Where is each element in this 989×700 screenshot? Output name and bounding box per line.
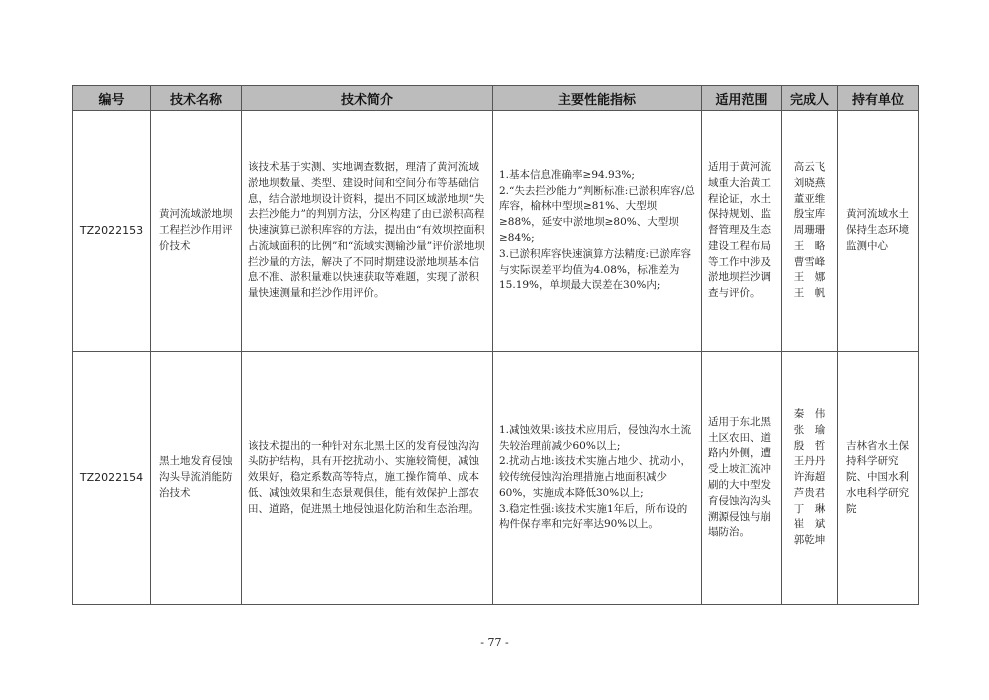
tech-intro: 该技术提出的一种针对东北黑土区的发育侵蚀沟沟头防护结构，具有开挖扰动小、实施较简便，减蚀效果好，稳定系数高等特点，施工操作简单、成本低、减蚀效果和生态景观俱佳，能有效保护上部农田、道路，促进黑土地侵蚀退化防治和生态治理。 (242, 352, 493, 605)
page-number: - 77 - (480, 636, 509, 649)
metric-item: 1.减蚀效果:该技术应用后，侵蚀沟水土流失较治理前减少60%以上; (499, 423, 692, 452)
table-header-row (73, 86, 919, 111)
person-name: 刘晓燕 (793, 176, 826, 189)
technology-table (72, 85, 919, 605)
header-metrics: 主要性能指标 (493, 86, 702, 111)
header-code: 编号 (73, 86, 151, 111)
metric-item: 3.稳定性强:该技术实施1年后，所布设的构件保存率和完好率达90%以上。 (499, 502, 688, 531)
person-name: 王 娜 (793, 271, 826, 284)
tech-unit: 黄河流域水土保持生态环境监测中心 (838, 111, 919, 352)
tech-persons (782, 111, 838, 352)
person-name: 郭乾坤 (793, 534, 826, 547)
header-intro: 技术简介 (242, 86, 493, 111)
tech-name: 黑土地发育侵蚀沟头导流消能防治技术 (151, 352, 242, 605)
table-row (73, 111, 919, 352)
tech-persons (782, 352, 838, 605)
person-name: 高云飞 (793, 160, 826, 173)
tech-unit: 吉林省水土保持科学研究院、中国水利水电科学研究院 (838, 352, 919, 605)
person-name: 张 瑜 (793, 423, 826, 436)
tech-name: 黄河流域淤地坝工程拦沙作用评价技术 (151, 111, 242, 352)
header-name: 技术名称 (151, 86, 242, 111)
person-name: 王 略 (793, 239, 826, 252)
tech-code: TZ2022154 (73, 352, 151, 605)
tech-code: TZ2022153 (73, 111, 151, 352)
person-name: 秦 伟 (793, 407, 826, 420)
person-name: 周珊珊 (793, 224, 826, 237)
person-name: 崔 斌 (793, 518, 826, 531)
header-scope: 适用范围 (702, 86, 782, 111)
tech-scope: 适用于黄河流域重大治黄工程论证，水土保持规划、监督管理及生态建设工程布局等工作中涉及淤地坝拦沙调查与评价。 (702, 111, 782, 352)
header-persons: 完成人 (782, 86, 838, 111)
tech-metrics (493, 352, 702, 605)
person-name: 王丹丹 (793, 455, 826, 468)
person-name: 殷 哲 (793, 439, 826, 452)
metric-item: 1.基本信息准确率≥94.93%; (499, 168, 635, 181)
header-unit: 持有单位 (838, 86, 919, 111)
person-name: 丁 琳 (793, 502, 826, 515)
person-name: 殷宝库 (793, 208, 826, 221)
tech-scope: 适用于东北黑土区农田、道路内外侧，遭受上坡汇流冲刷的大中型发育侵蚀沟沟头溯源侵蚀与崩塌防治。 (702, 352, 782, 605)
person-name: 董亚维 (793, 192, 826, 205)
person-name: 许海超 (793, 471, 826, 484)
tech-metrics (493, 111, 702, 352)
metric-item: 2.扰动占地:该技术实施占地少、扰动小，较传统侵蚀沟治理措施占地面积减少60%，实施成本降低30%以上; (499, 455, 692, 499)
person-name: 芦贵君 (793, 486, 826, 499)
person-name: 曹雪峰 (793, 255, 826, 268)
metric-item: 2.“失去拦沙能力”判断标准:已淤积库容/总库容，榆林中型坝≥81%、大型坝≥88%，延安中淤地坝≥80%、大型坝≥84%; (499, 184, 695, 244)
tech-intro: 该技术基于实测、实地调查数据，理清了黄河流域淤地坝数量、类型、建设时间和空间分布等基础信息，结合淤地坝设计资料，提出不同区域淤地坝“失去拦沙能力”的判别方法，分区构建了由已淤积高程快速演算已淤积库容的方法，提出由“有效坝控面积占流域面积的比例”和“流域实测输沙量”评价淤地坝拦沙量的方法，解决了不同时期建设淤地坝基本信息不准、淤积量难以快速获取等难题，实现了淤积量快速测量和拦沙作用评价。 (242, 111, 493, 352)
table-row (73, 352, 919, 605)
person-name: 王 帆 (793, 287, 826, 300)
metric-item: 3.已淤积库容快速演算方法精度:已淤库容与实际误差平均值为4.08%，标准差为15.19%，单坝最大误差在30%内; (499, 247, 692, 292)
